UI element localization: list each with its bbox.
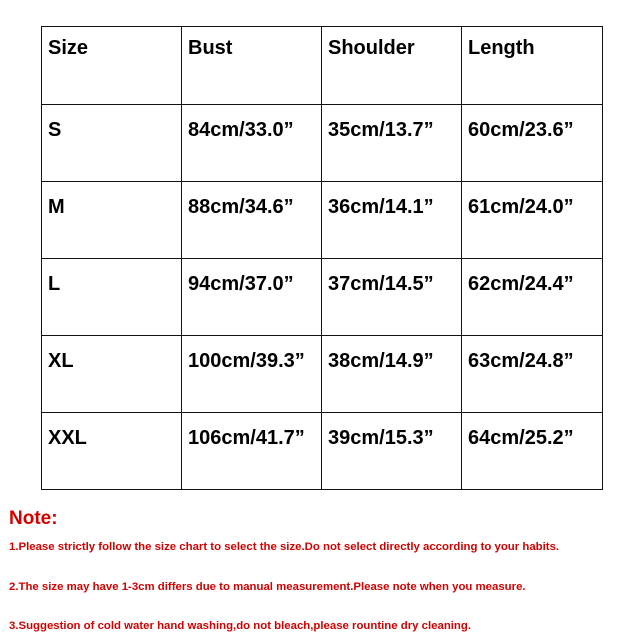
cell-length: 61cm/24.0” (462, 182, 603, 259)
cell-size: XL (42, 336, 182, 413)
table-row (42, 413, 603, 490)
cell-shoulder: 38cm/14.9” (322, 336, 462, 413)
cell-length: 63cm/24.8” (462, 336, 603, 413)
cell-bust: 84cm/33.0” (182, 105, 322, 182)
size-chart-table (41, 26, 603, 490)
cell-shoulder: 39cm/15.3” (322, 413, 462, 490)
cell-shoulder: 36cm/14.1” (322, 182, 462, 259)
note-title: Note: (9, 508, 58, 529)
table-row (42, 105, 603, 182)
cell-bust: 94cm/37.0” (182, 259, 322, 336)
cell-size: L (42, 259, 182, 336)
table-row (42, 336, 603, 413)
cell-length: 62cm/24.4” (462, 259, 603, 336)
table-row (42, 182, 603, 259)
cell-shoulder: 35cm/13.7” (322, 105, 462, 182)
cell-shoulder: 37cm/14.5” (322, 259, 462, 336)
table-row (42, 259, 603, 336)
header-length: Length (462, 27, 603, 105)
note-item: 3.Suggestion of cold water hand washing,do not bleach,please rountine dry cleaning. (9, 620, 472, 632)
note-item: 1.Please strictly follow the size chart to select the size.Do not select directly according to your habits. (9, 541, 560, 553)
cell-bust: 100cm/39.3” (182, 336, 322, 413)
table-header-row (42, 27, 603, 105)
cell-length: 60cm/23.6” (462, 105, 603, 182)
cell-bust: 106cm/41.7” (182, 413, 322, 490)
cell-size: M (42, 182, 182, 259)
header-size: Size (42, 27, 182, 105)
cell-size: S (42, 105, 182, 182)
header-shoulder: Shoulder (322, 27, 462, 105)
cell-size: XXL (42, 413, 182, 490)
header-bust: Bust (182, 27, 322, 105)
note-item: 2.The size may have 1-3cm differs due to manual measurement.Please note when you measure. (9, 581, 526, 593)
cell-bust: 88cm/34.6” (182, 182, 322, 259)
cell-length: 64cm/25.2” (462, 413, 603, 490)
